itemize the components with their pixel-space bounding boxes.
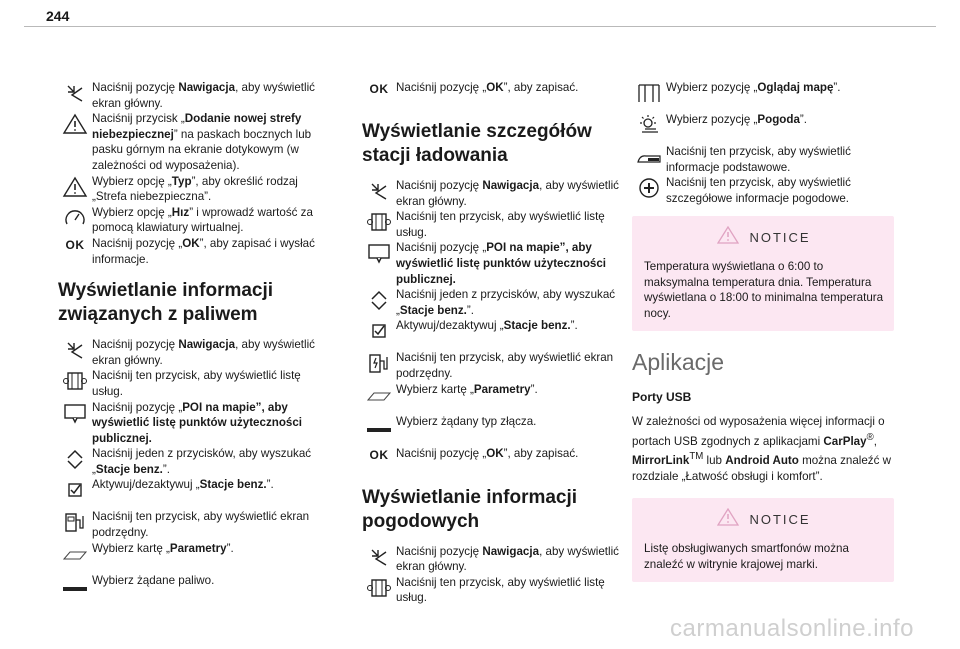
- step-text: Naciśnij pozycję „OK”, aby zapisać i wysłać informacje.: [92, 236, 315, 266]
- step-text: Wybierz żądane paliwo.: [92, 573, 215, 587]
- step-connector: [362, 414, 624, 440]
- speedometer-icon: [58, 205, 92, 231]
- step-weather: [632, 112, 894, 138]
- step-parameters: [58, 541, 334, 567]
- step-text: Naciśnij pozycję „OK”, aby zapisać.: [396, 446, 579, 460]
- step-toggle: [362, 318, 624, 344]
- step-poi: [58, 400, 334, 447]
- services-list-icon: [58, 368, 92, 394]
- step-text: Naciśnij pozycję Nawigacja, aby wyświetlić ekran główny.: [396, 544, 619, 574]
- navigation-arrow-icon: [362, 178, 396, 204]
- step-detailed-info: [632, 175, 894, 206]
- page-number: 244: [46, 8, 70, 24]
- step-text: Naciśnij przycisk „Dodanie nowej strefy niebezpiecznej” na paskach bocznych lub pasku górnym na ekranie dotykowym (w zależności od wyposażenia).: [92, 112, 312, 172]
- step-text: Wybierz opcję „Hız” i wprowadź wartość za pomocą klawiatury wirtualnej.: [92, 205, 313, 235]
- step-text: Naciśnij pozycję „POI na mapie”, aby wyświetlić listę punktów użyteczności publicznej.: [92, 400, 303, 445]
- subheading-usb: Porty USB: [632, 390, 692, 405]
- notice-box-temperature: [632, 216, 894, 331]
- step-parameters: [362, 382, 624, 408]
- section-heading-weather: Wyświetlanie informacji pogodowych: [362, 486, 578, 532]
- step-ok: [362, 446, 624, 472]
- step-text: Naciśnij ten przycisk, aby wyświetlić listę usług.: [396, 210, 605, 239]
- weather-banner-icon: [632, 144, 666, 170]
- step-services: [58, 368, 334, 399]
- step-navigation: [58, 337, 334, 368]
- tab-icon: [58, 541, 92, 567]
- section-heading-apps: Aplikacje: [632, 349, 725, 376]
- chevron-up-down-icon: [58, 446, 92, 472]
- tab-icon: [362, 382, 396, 408]
- step-ok: [58, 236, 334, 267]
- page-header: [0, 0, 960, 40]
- navigation-arrow-icon: [58, 337, 92, 363]
- selection-bar-icon: [58, 573, 92, 599]
- poi-map-icon: [362, 240, 396, 266]
- notice-header: [644, 508, 884, 531]
- step-text: Naciśnij jeden z przycisków, aby wyszukać „Stacje benz.”.: [396, 288, 616, 317]
- step-poi: [362, 240, 624, 287]
- step-search: [362, 287, 624, 318]
- step-select-speed: [58, 205, 334, 236]
- step-text: Wybierz opcję „Typ”, aby określić rodzaj „Strefa niebezpieczna”.: [92, 174, 298, 204]
- step-fuel-type: [58, 573, 334, 599]
- column-1: [58, 80, 334, 599]
- notice-text: Temperatura wyświetlana o 6:00 to maksymalna temperatura dnia. Temperatura wyświetlana o 18:00 to minimalna temperatura nocy.: [644, 259, 884, 320]
- weather-sun-cloud-icon: [632, 112, 666, 138]
- step-text: Naciśnij ten przycisk, aby wyświetlić ekran podrzędny.: [396, 351, 614, 380]
- plus-circle-icon: [632, 175, 666, 201]
- step-toggle: [58, 477, 334, 503]
- step-subscreen: [58, 509, 334, 540]
- selection-bar-icon: [362, 414, 396, 440]
- step-text: Wybierz kartę „Parametry”.: [396, 382, 538, 396]
- column-2: [362, 80, 624, 606]
- checkbox-icon: [58, 477, 92, 503]
- services-list-icon: [362, 575, 396, 601]
- notice-box-smartphones: [632, 498, 894, 582]
- chevron-up-down-icon: [362, 287, 396, 313]
- notice-text: Listę obsługiwanych smartfonów można znaleźć w witrynie krajowej marki.: [644, 542, 849, 571]
- step-text: Naciśnij ten przycisk, aby wyświetlić listę usług.: [396, 575, 605, 605]
- step-navigation: [362, 544, 624, 575]
- step-navigation: [58, 80, 334, 111]
- step-view-map: [632, 80, 894, 106]
- step-text: Naciśnij jeden z przycisków, aby wyszukać „Stacje benz.”.: [92, 447, 312, 476]
- header-rule: [24, 26, 936, 27]
- step-text: Naciśnij pozycję „OK”, aby zapisać.: [396, 81, 579, 94]
- fuel-pump-icon: [58, 509, 92, 535]
- poi-map-icon: [58, 400, 92, 426]
- checkbox-icon: [362, 318, 396, 344]
- step-add-danger-zone: [58, 111, 334, 173]
- step-search: [58, 446, 334, 477]
- step-text: Naciśnij pozycję „POI na mapie”, aby wyświetlić listę punktów użyteczności publicznej.: [396, 241, 607, 286]
- step-navigation: [362, 178, 624, 209]
- step-text: Naciśnij pozycję Nawigacja, aby wyświetlić ekran główny.: [396, 179, 619, 208]
- ok-button-icon: OK: [369, 447, 389, 462]
- step-text: Naciśnij ten przycisk, aby wyświetlić szczegółowe informacje pogodowe.: [666, 176, 851, 205]
- usb-paragraph: W zależności od wyposażenia więcej informacji o portach USB zgodnych z aplikacjami CarPlay®, MirrorLink™ lub Android Auto można znaleźć w rozdziale „Łatwość obsługi i komfort”.: [632, 415, 891, 483]
- step-ok: [362, 80, 624, 106]
- step-select-type: [58, 174, 334, 205]
- step-subscreen: [362, 350, 624, 381]
- step-text: Naciśnij pozycję Nawigacja, aby wyświetlić ekran główny.: [92, 81, 315, 110]
- step-text: Wybierz żądany typ złącza.: [396, 414, 537, 428]
- ok-button-icon: OK: [65, 237, 85, 252]
- step-text: Aktywuj/dezaktywuj „Stacje benz.”.: [92, 478, 274, 492]
- step-services: [362, 209, 624, 240]
- step-text: Naciśnij ten przycisk, aby wyświetlić listę usług.: [92, 369, 301, 398]
- column-3: [632, 80, 894, 582]
- services-list-icon: [362, 209, 396, 235]
- section-heading-charging: Wyświetlanie szczegółów stacji ładowania: [362, 121, 592, 166]
- warning-triangle-icon: [717, 508, 739, 531]
- step-text: Wybierz kartę „Parametry”.: [92, 541, 234, 555]
- navigation-arrow-icon: [362, 544, 396, 570]
- step-text: Wybierz pozycję „Pogoda”.: [666, 113, 807, 126]
- section-heading-fuel: Wyświetlanie informacji związanych z paliwem: [58, 280, 274, 326]
- map-icon: [632, 80, 666, 106]
- ok-button-icon: OK: [369, 82, 389, 96]
- step-text: Wybierz pozycję „Oglądaj mapę”.: [666, 81, 841, 94]
- notice-header: [644, 226, 884, 249]
- step-text: Naciśnij ten przycisk, aby wyświetlić ekran podrzędny.: [92, 510, 310, 540]
- step-text: Naciśnij pozycję Nawigacja, aby wyświetlić ekran główny.: [92, 338, 315, 367]
- step-services: [362, 575, 624, 606]
- watermark: carmanualsonline.info: [670, 615, 914, 642]
- charging-station-icon: [362, 350, 396, 376]
- navigation-arrow-icon: [58, 80, 92, 106]
- notice-title: NOTICE: [749, 229, 811, 245]
- step-text: Naciśnij ten przycisk, aby wyświetlić informacje podstawowe.: [666, 145, 851, 174]
- notice-title: NOTICE: [749, 511, 811, 527]
- warning-triangle-icon: [58, 174, 92, 200]
- step-basic-info: [632, 144, 894, 175]
- step-text: Aktywuj/dezaktywuj „Stacje benz.”.: [396, 319, 578, 333]
- warning-triangle-icon: [717, 226, 739, 249]
- warning-triangle-icon: [58, 111, 92, 137]
